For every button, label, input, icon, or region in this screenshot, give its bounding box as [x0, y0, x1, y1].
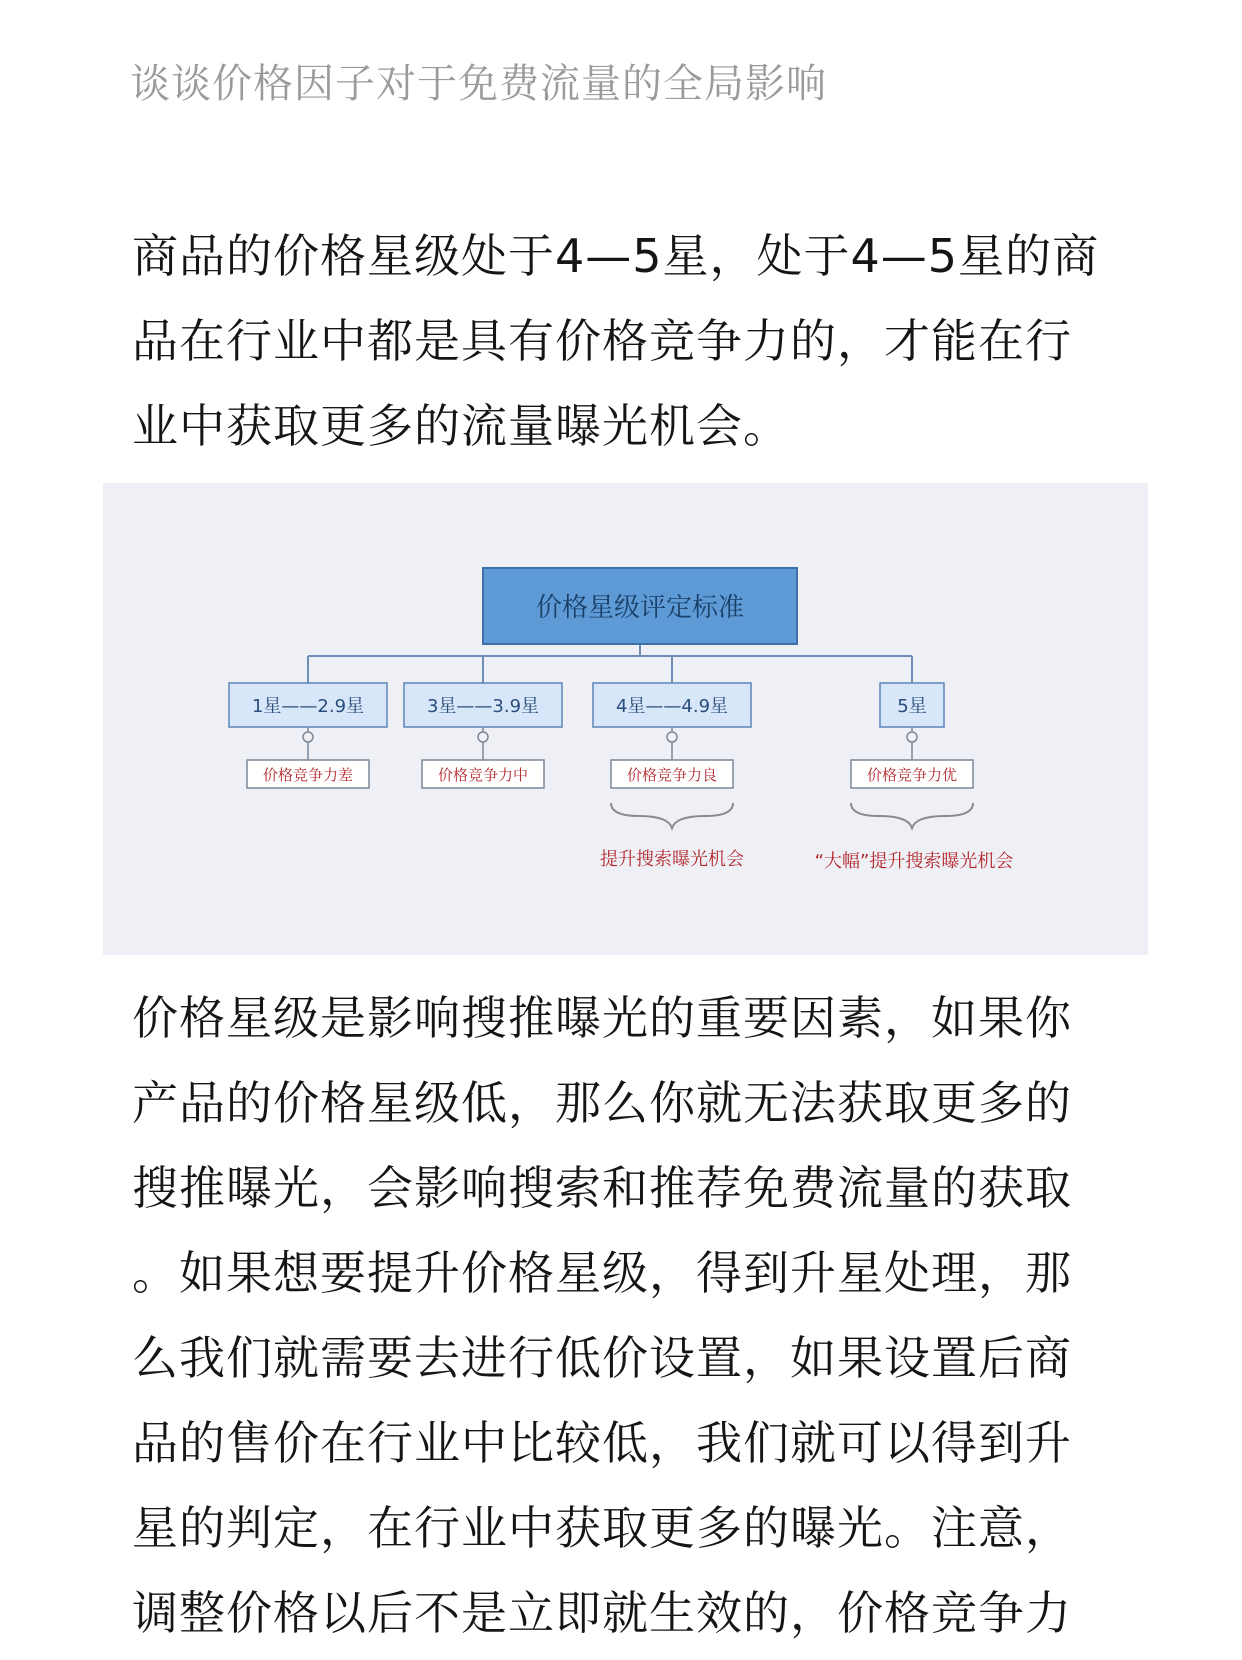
tier-4-junction — [907, 732, 917, 742]
root-node-label: 价格星级评定标准 — [535, 593, 745, 623]
tier-4-brace — [851, 803, 973, 828]
tier-3-brace — [611, 803, 733, 828]
article-title: 谈谈价格因子对于免费流量的全局影响 — [130, 61, 827, 107]
paragraph-line: 调整价格以后不是立即就生效的，价格竞争力 — [132, 1586, 1072, 1640]
tier-1-junction — [303, 732, 313, 742]
body-paragraph — [132, 976, 1117, 1656]
paragraph-line: 星的判定，在行业中获取更多的曝光。注意， — [132, 1501, 1072, 1555]
tier-2-junction — [478, 732, 488, 742]
paragraph-line: 品在行业中都是具有价格竞争力的，才能在行 — [132, 314, 1072, 368]
rating-box-2-label: 价格竞争力中 — [437, 766, 529, 784]
paragraph-line: 业中获取更多的流量曝光机会。 — [132, 399, 790, 453]
rating-box-4-label: 价格竞争力优 — [866, 766, 958, 784]
tier-node-2-label: 3星——3.9星 — [426, 696, 540, 717]
paragraph-line: 。如果想要提升价格星级，得到升星处理，那 — [132, 1246, 1072, 1300]
tier-3-junction — [667, 732, 677, 742]
rating-box-1-label: 价格竞争力差 — [262, 766, 354, 784]
diagram-connector-tree — [308, 644, 912, 683]
paragraph-line: 商品的价格星级处于4—5星，处于4—5星的商 — [132, 229, 1100, 283]
tier-4-note: “大幅”提升搜索曝光机会 — [814, 851, 1014, 872]
diagram-canvas — [103, 483, 1148, 955]
tier-3-note: 提升搜索曝光机会 — [600, 849, 744, 870]
paragraph-line: 搜推曝光，会影响搜索和推荐免费流量的获取 — [132, 1161, 1072, 1215]
paragraph-line: 么我们就需要去进行低价设置，如果设置后商 — [132, 1331, 1072, 1385]
paragraph-line: 价格星级是影响搜推曝光的重要因素，如果你 — [132, 991, 1072, 1045]
tier-node-1-label: 1星——2.9星 — [251, 696, 365, 717]
tier-node-4-label: 5星 — [897, 696, 927, 717]
intro-paragraph — [132, 214, 1117, 469]
paragraph-line: 品的售价在行业中比较低，我们就可以得到升 — [132, 1416, 1072, 1470]
rating-box-3-label: 价格竞争力良 — [626, 766, 718, 784]
price-star-diagram — [103, 483, 1148, 955]
paragraph-line: 产品的价格星级低，那么你就无法获取更多的 — [132, 1076, 1072, 1130]
tier-node-3-label: 4星——4.9星 — [615, 696, 729, 717]
